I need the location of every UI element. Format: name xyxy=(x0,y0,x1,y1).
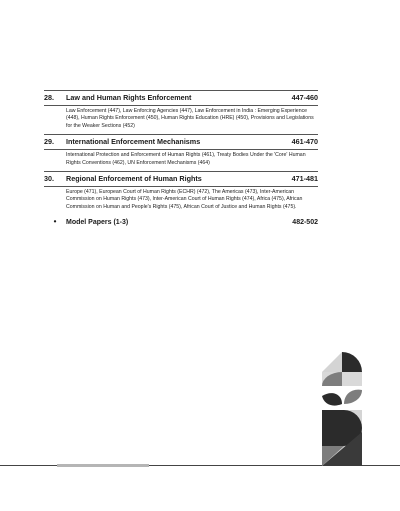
model-papers-entry xyxy=(44,217,318,226)
chapter-number: 30. xyxy=(44,174,54,184)
chapter-entry-29 xyxy=(44,134,318,167)
chapter-heading xyxy=(44,134,318,150)
chapter-topics: Europe (471), European Court of Human Rights (ECHR) (472), The Americas (473), Inter-American Commission on Human Rights (473), Inter-American Court of Human Rights (474), Africa (475), African Commission on Human and People's Rights (475), African Court of Justice and Human Rights (475). xyxy=(66,189,303,210)
model-papers-title: Model Papers (1-3) xyxy=(66,219,129,227)
chapter-page-range: 461-470 xyxy=(291,137,318,147)
quarter-block-shape xyxy=(322,352,342,372)
chapter-topics: Law Enforcement (447), Law Enforcing Agencies (447), Law Enforcement in India : Emerging Experience (448), Human Rights Enforcement (450), Human Rights Education (HRE) (450), Provisions and Legislations for the Weaker Sections (452) xyxy=(66,108,314,129)
table-of-contents xyxy=(44,90,318,226)
model-papers-page-range: 482-502 xyxy=(292,219,318,227)
decorative-leaf-graphic xyxy=(322,352,362,466)
leaf-right-shape xyxy=(344,390,362,404)
chapter-page-range: 447-460 xyxy=(291,93,318,102)
chapter-topics: International Protection and Enforcement of Human Rights (461), Treaty Bodies Under the 'Core' Human Rights Conventions (462), UN Enforcement Mechanisms (464) xyxy=(66,152,306,166)
chapter-title: International Enforcement Mechanisms xyxy=(66,137,201,147)
chapter-number: 29. xyxy=(44,137,54,147)
leaf-left-shape xyxy=(322,393,342,405)
chapter-number: 28. xyxy=(44,93,54,102)
chapter-heading xyxy=(44,171,318,187)
bullet-icon: • xyxy=(53,217,57,227)
footer-accent-bar xyxy=(57,464,149,467)
chapter-title: Regional Enforcement of Human Rights xyxy=(66,174,202,184)
half-circle-shape xyxy=(342,352,362,372)
chapter-title: Law and Human Rights Enforcement xyxy=(66,93,192,102)
chapter-heading xyxy=(44,90,318,106)
chapter-page-range: 471-481 xyxy=(291,174,318,184)
chapter-entry-30 xyxy=(44,171,318,211)
chapter-entry-28 xyxy=(44,90,318,130)
